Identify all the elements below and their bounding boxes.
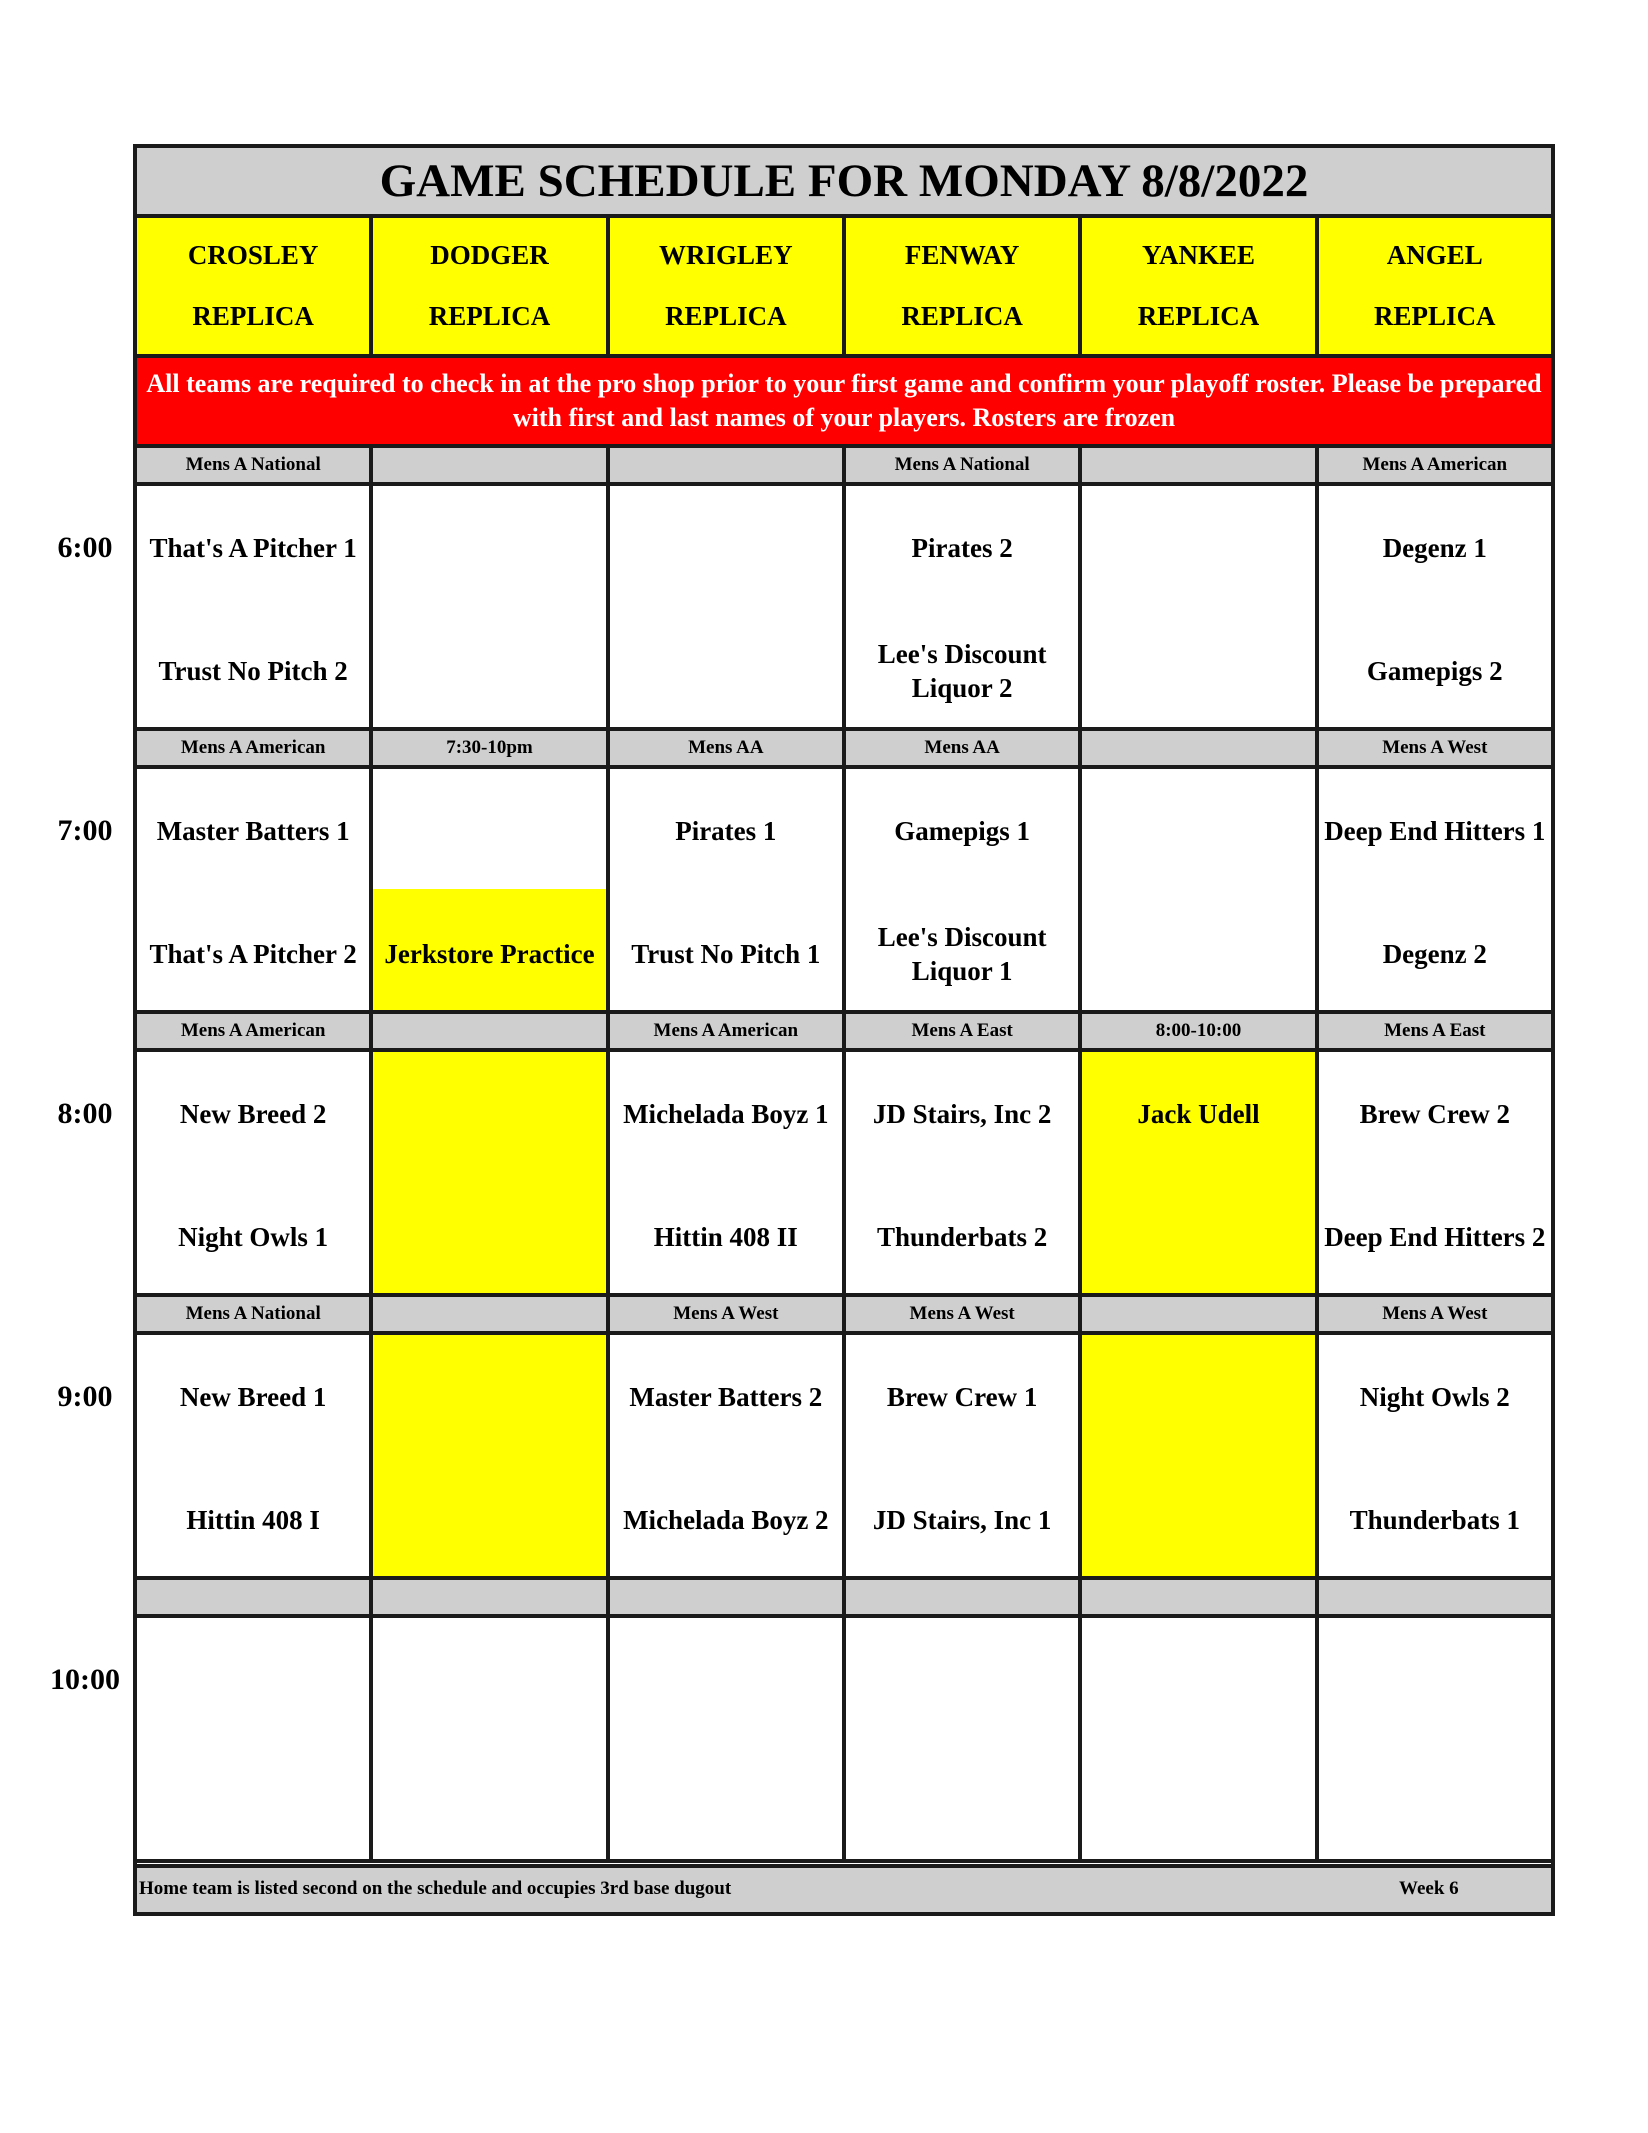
field-yankee: [1078, 218, 1314, 354]
field-fenway: [842, 218, 1078, 354]
game-cell: [369, 1335, 605, 1576]
field-sub: REPLICA: [901, 301, 1023, 331]
game-cell: [137, 1335, 369, 1576]
home-team: Lee's Discount Liquor 1: [877, 922, 1047, 986]
game-cell: [137, 1618, 369, 1859]
game-row: [137, 769, 1551, 1014]
division-label: Mens A East: [1315, 1014, 1551, 1052]
home-team: Night Owls 1: [178, 1222, 329, 1252]
division-label: Mens A American: [606, 1014, 842, 1052]
division-label: Mens A West: [1315, 1297, 1551, 1335]
field-sub: REPLICA: [1374, 301, 1496, 331]
division-label: Mens AA: [606, 731, 842, 769]
division-header-row: [137, 1014, 1551, 1052]
division-label: [606, 1580, 842, 1618]
away-team: Master Batters 1: [156, 816, 350, 846]
home-team: Thunderbats 1: [1349, 1505, 1520, 1535]
home-team: Degenz 2: [1382, 939, 1487, 969]
division-label: [369, 448, 605, 486]
notice-banner: All teams are required to check in at the pro shop prior to your first game and confirm your playoff roster. Please be prepared with first and last names of your players. Rosters are frozen: [137, 358, 1551, 448]
game-cell: [606, 1335, 842, 1576]
division-label: [369, 1580, 605, 1618]
footer-note: Home team is listed second on the schedule and occupies 3rd base dugout: [139, 1878, 732, 1899]
division-label: [369, 1297, 605, 1335]
field-name: CROSLEY: [187, 240, 319, 270]
field-name: ANGEL: [1386, 240, 1483, 270]
away-team: New Breed 1: [179, 1382, 327, 1412]
game-cell: [1078, 1618, 1314, 1859]
game-cell: [1315, 1052, 1551, 1293]
division-label: Mens A West: [842, 1297, 1078, 1335]
game-cell: [1078, 1052, 1314, 1293]
home-team: Hittin 408 II: [653, 1222, 798, 1252]
game-cell: [606, 769, 842, 1010]
home-team: Hittin 408 I: [186, 1505, 320, 1535]
home-team: Deep End Hitters 2: [1324, 1222, 1546, 1252]
field-name: FENWAY: [904, 240, 1020, 270]
game-row: [137, 1052, 1551, 1297]
field-sub: REPLICA: [428, 301, 551, 331]
game-cell: [1315, 1335, 1551, 1576]
division-header-row: [137, 448, 1551, 486]
game-cell: [1315, 769, 1551, 1010]
division-label: [369, 1014, 605, 1052]
game-cell: [369, 1052, 605, 1293]
away-team: Pirates 2: [911, 533, 1013, 563]
home-team: Lee's Discount Liquor 2: [877, 639, 1047, 703]
division-label: [1078, 1297, 1314, 1335]
time-label: 6:00: [57, 531, 113, 564]
division-label: Mens A National: [842, 448, 1078, 486]
away-team: Degenz 1: [1382, 533, 1487, 563]
away-team: New Breed 2: [179, 1099, 327, 1129]
away-team: Deep End Hitters 1: [1324, 816, 1546, 846]
page-title: GAME SCHEDULE FOR MONDAY 8/8/2022: [137, 148, 1551, 218]
game-cell: [606, 1052, 842, 1293]
field-wrigley: [606, 218, 842, 354]
division-label: Mens A American: [137, 731, 369, 769]
field-header-row: [137, 218, 1551, 358]
week-label: Week 6: [1399, 1878, 1459, 1899]
away-team: Jack Udell: [1137, 1099, 1260, 1129]
division-label: [137, 1580, 369, 1618]
game-cell: [606, 486, 842, 727]
division-label: [1078, 448, 1314, 486]
home-team: That's A Pitcher 2: [149, 939, 357, 969]
home-team: Michelada Boyz 2: [623, 1505, 829, 1535]
game-cell: [842, 769, 1078, 1010]
time-label: 10:00: [50, 1663, 120, 1696]
game-cell: [137, 486, 369, 727]
division-label: Mens A American: [137, 1014, 369, 1052]
division-label: [1315, 1580, 1551, 1618]
home-team: Trust No Pitch 2: [158, 656, 348, 686]
division-label: Mens A National: [137, 1297, 369, 1335]
field-name: DODGER: [430, 240, 549, 270]
game-cell: [842, 486, 1078, 727]
game-row: [137, 1335, 1551, 1580]
game-cell: [1078, 1335, 1314, 1576]
home-team: JD Stairs, Inc 1: [872, 1505, 1052, 1535]
away-team: Brew Crew 2: [1359, 1099, 1511, 1129]
division-label: [1078, 1580, 1314, 1618]
division-label: Mens A National: [137, 448, 369, 486]
field-sub: REPLICA: [1137, 301, 1260, 331]
away-team: Pirates 1: [675, 816, 777, 846]
away-team: Night Owls 2: [1359, 1382, 1510, 1412]
field-sub: REPLICA: [665, 301, 787, 331]
division-label: Mens A West: [606, 1297, 842, 1335]
division-label: 8:00-10:00: [1078, 1014, 1314, 1052]
field-name: WRIGLEY: [659, 240, 793, 270]
game-cell: [369, 1618, 605, 1859]
division-header-row: [137, 731, 1551, 769]
schedule-sheet: [133, 144, 1555, 1916]
division-label: Mens A East: [842, 1014, 1078, 1052]
away-team: That's A Pitcher 1: [149, 533, 357, 563]
time-label: 8:00: [57, 1097, 113, 1130]
time-label: 7:00: [57, 814, 113, 847]
time-label: 9:00: [57, 1380, 113, 1413]
away-team: Brew Crew 1: [886, 1382, 1038, 1412]
away-team: Gamepigs 1: [894, 816, 1031, 846]
division-label: 7:30-10pm: [369, 731, 605, 769]
game-row: [137, 486, 1551, 731]
away-team: Master Batters 2: [629, 1382, 823, 1412]
division-label: [842, 1580, 1078, 1618]
footer-bar: [137, 1864, 1551, 1912]
game-cell: [369, 769, 605, 1010]
field-dodger: [369, 218, 605, 354]
game-cell: [842, 1335, 1078, 1576]
home-team: Trust No Pitch 1: [631, 939, 821, 969]
game-cell: [1078, 486, 1314, 727]
game-cell: [369, 486, 605, 727]
game-cell: [1078, 769, 1314, 1010]
field-sub: REPLICA: [192, 301, 314, 331]
game-cell: [842, 1052, 1078, 1293]
division-label: Mens A West: [1315, 731, 1551, 769]
division-header-row: [137, 1580, 1551, 1618]
home-team: Thunderbats 2: [876, 1222, 1048, 1252]
game-cell: [1315, 1618, 1551, 1859]
game-cell: [1315, 486, 1551, 727]
away-team: JD Stairs, Inc 2: [872, 1099, 1052, 1129]
away-team: Michelada Boyz 1: [623, 1099, 829, 1129]
home-team: Jerkstore Practice: [384, 939, 595, 969]
game-row: [137, 1618, 1551, 1863]
game-cell: [137, 1052, 369, 1293]
division-header-row: [137, 1297, 1551, 1335]
game-cell: [137, 769, 369, 1010]
game-cell: [606, 1618, 842, 1859]
home-team: Gamepigs 2: [1366, 656, 1503, 686]
field-crosley: [137, 218, 369, 354]
division-label: [1078, 731, 1314, 769]
division-label: [606, 448, 842, 486]
game-cell: [842, 1618, 1078, 1859]
division-label: Mens A American: [1315, 448, 1551, 486]
field-name: YANKEE: [1141, 240, 1255, 270]
division-label: Mens AA: [842, 731, 1078, 769]
field-angel: [1315, 218, 1551, 354]
